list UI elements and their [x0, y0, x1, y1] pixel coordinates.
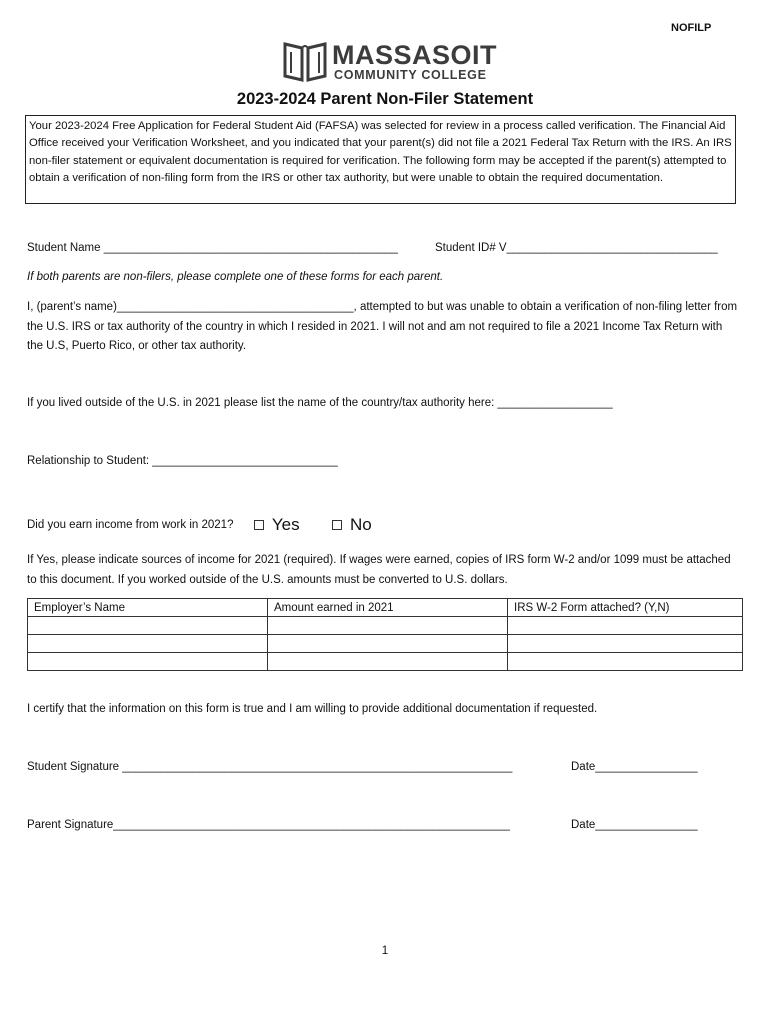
income-question-row: [27, 515, 372, 535]
w2-cell[interactable]: [508, 617, 743, 635]
employer-cell[interactable]: [28, 635, 268, 653]
logo-name: MASSASOIT: [332, 40, 498, 70]
both-parents-note: If both parents are non-filers, please complete one of these forms for each parent.: [27, 271, 444, 283]
employer-cell[interactable]: [28, 653, 268, 671]
form-code: NOFILP: [671, 22, 712, 34]
header-amount-earned: Amount earned in 2021: [268, 599, 508, 617]
w2-cell[interactable]: [508, 635, 743, 653]
open-book-icon: [282, 40, 328, 84]
logo-subtitle: COMMUNITY COLLEGE: [334, 68, 487, 82]
certify-statement: I certify that the information on this form is true and I am willing to provide additional documentation if requested.: [27, 703, 598, 715]
w2-cell[interactable]: [508, 653, 743, 671]
no-label: No: [350, 515, 372, 534]
header-w2-attached: IRS W-2 Form attached? (Y,N): [508, 599, 743, 617]
table-row[interactable]: [28, 653, 743, 671]
income-instructions: If Yes, please indicate sources of income for 2021 (required). If wages were earned, copies of IRS form W-2 and/or 1099 must be attached to this document. If you worked outside of the U.S. amounts must be converted to U.S. dollars.: [27, 554, 731, 586]
parent-date-field[interactable]: Date________________: [571, 819, 698, 831]
no-checkbox[interactable]: [332, 520, 342, 530]
yes-checkbox[interactable]: [254, 520, 264, 530]
college-logo: [282, 40, 502, 86]
page-number: 1: [381, 945, 389, 957]
table-header-row: [28, 599, 743, 617]
table-row[interactable]: [28, 635, 743, 653]
intro-box: Your 2023-2024 Free Application for Federal Student Aid (FAFSA) was selected for review in a process called verification. The Financial Aid Office received your Verification Worksheet, and you indicated that your parent(s) did not file a 2021 Federal Tax Return with the IRS. An IRS non-filer statement or equivalent documentation is required for verification. The following form may be accepted if the parent(s) attempted to obtain a verification of non-filing form from the IRS or other tax authority, but were unable to obtain the required documentation.: [25, 115, 736, 204]
parent-signature-field[interactable]: Parent Signature______________________________________________________________: [27, 819, 510, 831]
student-name-field[interactable]: Student Name ______________________________________________: [27, 242, 398, 254]
amount-cell[interactable]: [268, 653, 508, 671]
parent-name-statement[interactable]: I, (parent’s name)_____________________________________, attempted to but was unable to obtain a verification of non-filing letter from the U.S. IRS or tax authority of the country in which I resided in 2021. I will not and am not required to file a 2021 Income Tax Return with the U.S, Puerto Rico, or other tax authority.: [27, 301, 738, 352]
income-question: Did you earn income from work in 2021?: [27, 519, 234, 531]
page-title: 2023-2024 Parent Non-Filer Statement: [236, 90, 534, 108]
relationship-field[interactable]: Relationship to Student: _____________________________: [27, 455, 338, 467]
student-id-field[interactable]: Student ID# V_________________________________: [435, 242, 718, 254]
country-tax-authority-field[interactable]: If you lived outside of the U.S. in 2021 please list the name of the country/tax authority here: __________________: [27, 397, 613, 409]
student-signature-field[interactable]: Student Signature _____________________________________________________________: [27, 761, 513, 773]
employer-cell[interactable]: [28, 617, 268, 635]
yes-label: Yes: [271, 515, 300, 534]
student-date-field[interactable]: Date________________: [571, 761, 698, 773]
income-table: [27, 598, 743, 671]
header-employer-name: Employer’s Name: [28, 599, 268, 617]
amount-cell[interactable]: [268, 635, 508, 653]
table-row[interactable]: [28, 617, 743, 635]
amount-cell[interactable]: [268, 617, 508, 635]
